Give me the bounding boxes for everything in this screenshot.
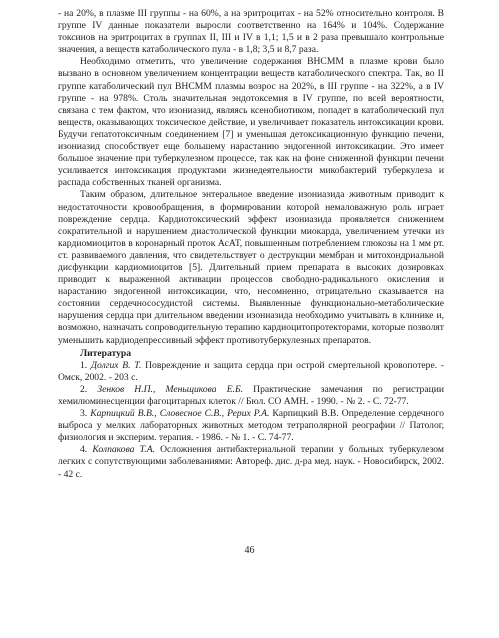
reference-item (58, 384, 444, 408)
reference-number: 3. (80, 408, 88, 420)
reference-text: Повреждение и защита сердца при острой смертельной кровопотере. - Омск, 2002. - 203 с. (58, 359, 445, 383)
page-number: 46 (244, 545, 255, 556)
paragraph-continuation: - на 20%, в плазме III группы - на 60%, а на эритроцитах - на 52% относительно контроля. В группе IV данные показатели выросли соответственно на 164% и 104%. Содержание токсинов на эритроцитах в группах II, III и IV в 1,1; 1,5 и в 2 раза превышало контрольные значения, а веществ катаболического пула - в 1,8; 3,5 и 8,7 раза. (58, 8, 444, 56)
reference-item (58, 360, 444, 384)
reference-text: Осложнения антибактериальной терапии у больных туберкулезом легких с сопутствующими заболеваниями: Автореф. дис. д-ра мед. наук. - Новосибирск, 2002. - 42 с. (58, 444, 444, 480)
reference-authors: Долгих В. Т. (90, 359, 142, 371)
reference-text: Карпицкий В.В. Определение сердечного выброса у мелких лабораторных животных методом тетраполярной реографии // Патолог, физиология и эксперим. терапия. - 1986. - № 1. - С. 74-77. (58, 408, 444, 444)
reference-authors: Зенков Н.П., Меньщикова Е.Б. (97, 383, 244, 395)
reference-authors: Карпицкий В.В., Словесное С.В., Рерих Р.А. (90, 408, 270, 420)
references-heading: Литература (80, 347, 132, 359)
reference-number: 4. (80, 444, 88, 456)
document-page (58, 8, 444, 481)
reference-number: 2. (80, 383, 88, 395)
paragraph-conclusion: Таким образом, длительное энтеральное введение изониазида животным приводит к недостаточности кровообращения, в формировании которой немаловажную роль играет повреждение сердца. Кардиотоксический эффект изониазида проявляется снижением сократительной и нарушением диастолической функции миокарда, увеличением утечки из кардиомиоцитов в коронарный проток АсАТ, повышенным потреблением глюкозы на 1 мм рт. ст. развиваемого давления, что свидетельствует о деструкции мембран и митохондриальной дисфункции кардиомиоцитов [5]. Длительный прием препарата в высоких дозировках приводит к выраженной активации процессов свободно-радикального окисления и нарастанию эндогенной интоксикации, что, несомненно, отрицательно сказывается на состоянии сердечнососудистой системы. Выявленные функционально-метаболические нарушения сердца при длительном введении изониазида необходимо учитывать в клинике и, возможно, назначать сопроводительную терапию кардиоцитопротекторами, которые позволят уменьшить кардиодепрессивный эффект противотуберкулезных препаратов. (58, 189, 444, 346)
reference-number: 1. (80, 359, 88, 371)
paragraph-toxemia: Необходимо отметить, что увеличение содержания ВНСММ в плазме крови было вызвано в основном увеличением концентрации веществ катаболического спектра. Так, во II группе катаболический пул ВНСММ плазмы возрос на 202%, в III группе - на 322%, а в IV группе - на 978%. Столь значительная эндотоксемия в IV группе, по всей вероятности, связана с тем фактом, что изониазид, являясь ксенобиотиком, попадет в катаболический пул веществ, оказывающих токсическое действие, и увеличивает показатель интоксикации крови. Будучи гепатотоксичным соединением [7] и уменьшая детоксикационную функцию печени, изониазид способствует еще большему нарастанию эндогенной интоксикации. Это имеет большое значение при туберкулезном процессе, так как на фоне сниженной функции печени усиливается интоксикация продуктами жизнедеятельности микобактерий туберкулеза и распада собственных тканей организма. (58, 56, 444, 189)
reference-text: Практические замечания по регистрации хемилюминесценции фагоцитарных клеток // Бюл. СО АМН. - 1990. - № 2. - С. 72-77. (58, 383, 444, 407)
reference-item (58, 408, 444, 444)
reference-item (58, 444, 444, 480)
reference-authors: Колпакова Т.А. (92, 444, 155, 456)
